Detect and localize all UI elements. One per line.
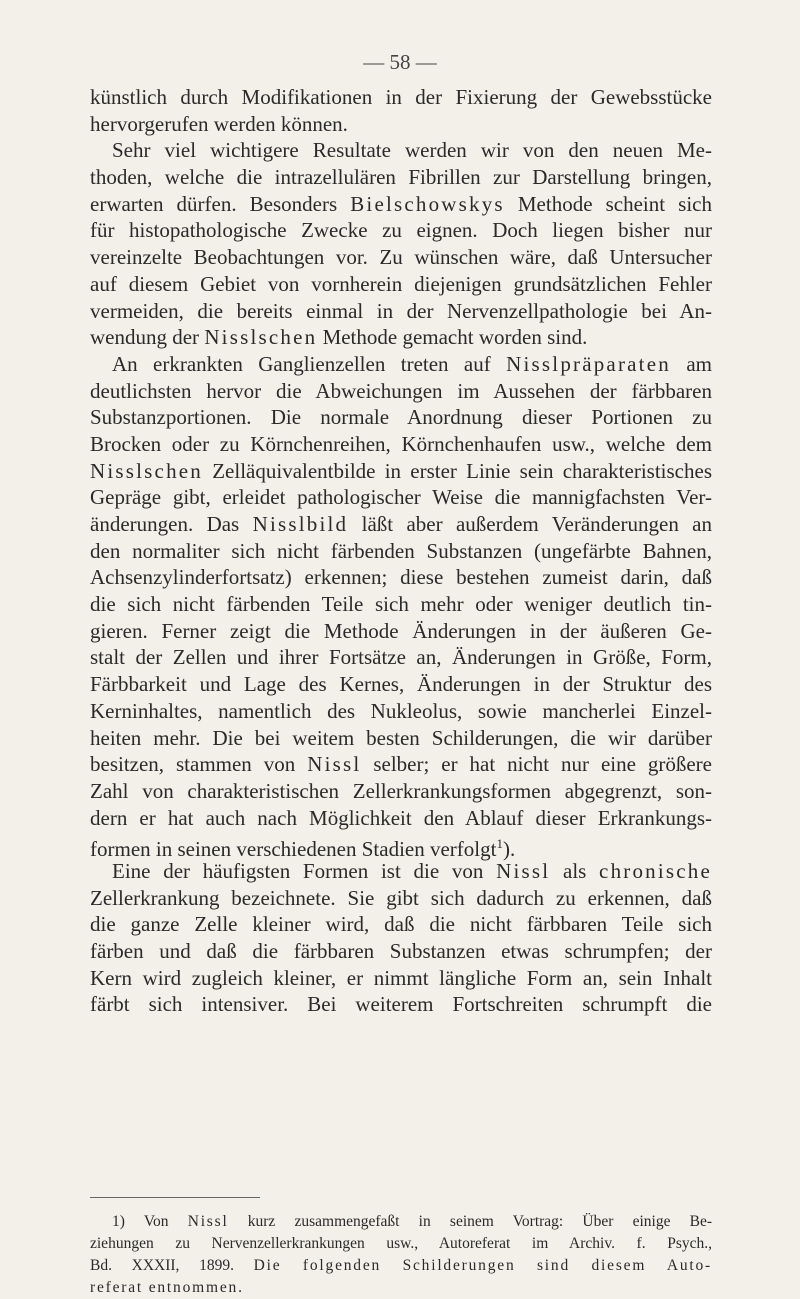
footnote-divider [90, 1197, 260, 1198]
text-line: änderungen. Das Nisslbild läßt aber außerdem Veränderungen an [90, 512, 712, 536]
emphasized-name: Nisslschen [204, 325, 318, 350]
footnote [90, 1211, 712, 1299]
page-number: — 58 — [363, 50, 437, 74]
text-line: Eine der häufigsten Formen ist die von Nissl als chronische [112, 858, 713, 883]
text-line: vermeiden, die bereits einmal in der Nervenzellpathologie bei An- [90, 298, 712, 323]
text-line: Achsenzylinderfortsatz) erkennen; diese bestehen zumeist darin, daß [90, 565, 712, 590]
emphasized-name: Bielschowskys [350, 191, 505, 216]
emphasized-name: Nisslschen [90, 458, 203, 483]
text-line: besitzen, stammen von Nissl selber; er hat nicht nur eine größere [90, 752, 712, 777]
text-line: hervorgerufen werden können. [90, 111, 348, 136]
text-line: dern er hat auch nach Möglichkeit den Ablauf dieser Erkrankungs- [90, 805, 712, 830]
text-line: deutlichsten hervor die Abweichungen im Aussehen der färbbaren [90, 378, 712, 403]
footnote-line: referat entnommen. [90, 1279, 244, 1296]
emphasized-name: Nisslpräparaten [506, 351, 671, 376]
text-line: Sehr viel wichtigere Resultate werden wir von den neuen Me- [112, 138, 712, 163]
text-line: An erkrankten Ganglienzellen treten auf Nisslpräparaten am [112, 351, 712, 376]
emphasized-name: Nissl [307, 752, 362, 777]
text-line: Kern wird zugleich kleiner, er nimmt längliche Form an, sein Inhalt [90, 965, 712, 990]
text-line: Gepräge gibt, erleidet pathologischer Weise die mannigfachsten Ver- [90, 485, 712, 510]
text-line: Zellerkrankung bezeichnete. Sie gibt sich dadurch zu erkennen, daß [90, 885, 712, 910]
text-line: wendung der Nisslschen Methode gemacht worden sind. [90, 325, 588, 350]
text-line: künstlich durch Modifikationen in der Fixierung der Gewebsstücke [90, 85, 712, 109]
text-line: heiten mehr. Die bei weitem besten Schilderungen, die wir darüber [90, 725, 712, 750]
text-line: formen in seinen verschiedenen Stadien verfolgt$^1$). [90, 836, 516, 862]
text-line: färbt sich intensiver. Bei weiterem Fortschreiten schrumpft die [90, 992, 712, 1017]
text-line: färben und daß die färbbaren Substanzen etwas schrumpfen; der [90, 939, 712, 963]
text-line: die sich nicht färbenden Teile sich mehr oder weniger deutlich tin- [90, 592, 712, 617]
text-line: die ganze Zelle kleiner wird, daß die nicht färbbaren Teile sich [90, 912, 712, 937]
emphasized-text: Die folgenden Schilderungen sind diesem Auto- [253, 1257, 712, 1274]
footnote-line: Bd. XXXII, 1899. Die folgenden Schilderungen sind diesem Auto- [90, 1257, 712, 1274]
text-line: Brocken oder zu Körnchenreihen, Körnchenhaufen usw., welche dem [90, 431, 712, 456]
text-line: thoden, welche die intrazellulären Fibrillen zur Darstellung bringen, [90, 165, 712, 190]
text-line: gieren. Ferner zeigt die Methode Änderungen in der äußeren Ge- [90, 618, 712, 643]
text-line: erwarten dürfen. Besonders Bielschowskys Methode scheint sich [90, 191, 712, 216]
emphasized-term: chronische [599, 858, 713, 883]
text-line: vereinzelte Beobachtungen vor. Zu wünschen wäre, daß Untersucher [90, 245, 712, 270]
footnote-marker: 1 [496, 836, 503, 852]
body-text [90, 84, 712, 1018]
text-line: Färbbarkeit und Lage des Kernes, Änderungen in der Struktur des [90, 672, 712, 697]
emphasized-name: Nissl [496, 858, 551, 883]
text-line: Zahl von charakteristischen Zellerkrankungsformen abgegrenzt, son- [90, 778, 712, 803]
emphasized-name: Nisslbild [252, 512, 349, 536]
footnote-line: ziehungen zu Nervenzellerkrankungen usw., Autoreferat im Archiv. f. Psych., [90, 1235, 712, 1252]
text-line: Nisslschen Zelläquivalentbilde in erster Linie sein charakteristisches [90, 458, 712, 483]
footnote-line: 1) Von Nissl kurz zusammengefaßt in seinem Vortrag: Über einige Be- [112, 1213, 713, 1230]
text-line: Kerninhaltes, namentlich des Nukleolus, sowie mancherlei Einzel- [90, 698, 712, 723]
text-line: auf diesem Gebiet von vornherein diejenigen grundsätzlichen Fehler [90, 271, 712, 296]
text-line: Substanzportionen. Die normale Anordnung dieser Portionen zu [90, 405, 712, 430]
text-line: den normaliter sich nicht färbenden Substanzen (ungefärbte Bahnen, [90, 538, 712, 563]
emphasized-name: Nissl [187, 1213, 229, 1230]
text-line: stalt der Zellen und ihrer Fortsätze an, Änderungen in Größe, Form, [90, 645, 712, 670]
text-line: für histopathologische Zwecke zu eignen. Doch liegen bisher nur [90, 218, 712, 243]
